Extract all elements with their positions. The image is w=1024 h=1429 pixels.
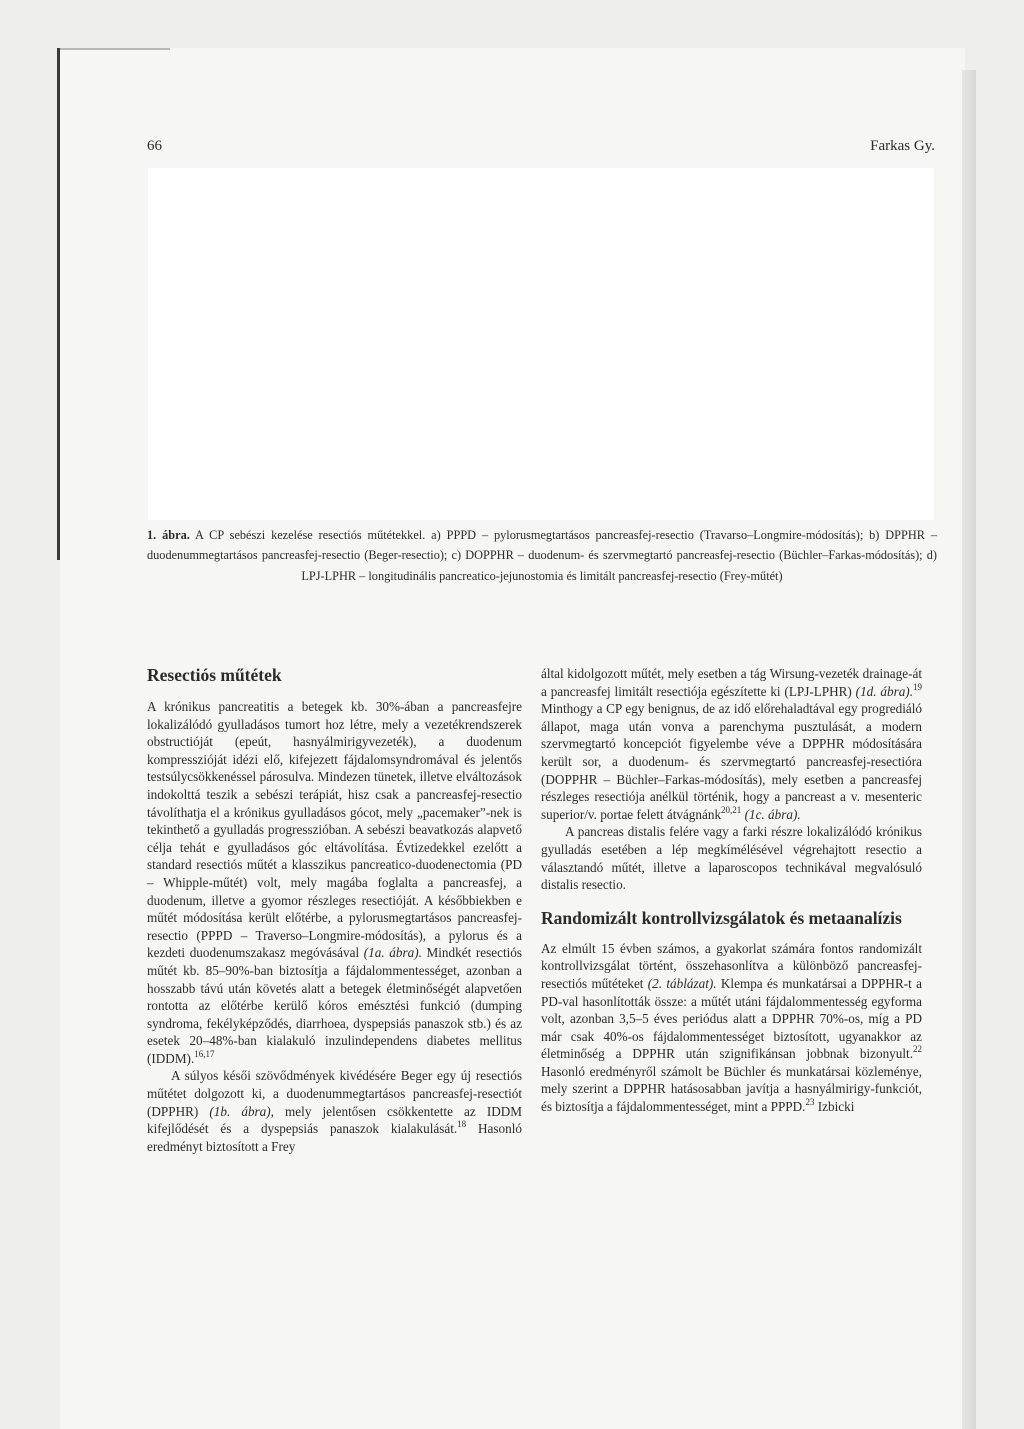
right-column — [541, 665, 922, 1116]
section-heading-randomized: Randomizált kontrollvizsgálatok és metaanalízis — [541, 907, 902, 928]
running-header-author: Farkas Gy. — [870, 138, 935, 154]
figure-caption-text: A CP sebészi kezelése resectiós műtétekkel. a) PPPD – pylorusmegtartásos pancreasfej-resectio (Travarso–Longmire-módosítás); b) DPPHR – duodenummegtartásos pancreasfej-resectio (Beger-resectio); c) DOPPHR – duodenum- és szervmegtartó pancreasfej-resectio (Büchler–Farkas-módosítás); d) LPJ-LPHR – longitudinális pancreatico-jejunostomia és limitált pancreasfej-resectio (Frey-műtét) — [147, 528, 937, 583]
paragraph: Az elmúlt 15 évben számos, a gyakorlat számára fontos randomizált kontrollvizsgálat történt, összehasonlítva a különböző pancreasfej-resectiós műtéteket (2. táblázat). Klempa és munkatársai a DPPHR-t a PD-val hasonlították össze: a műtét utáni fájdalommentesség egyforma volt, azonban 3,5–5 éves periódus alatt a DPPHR 70%-os, míg a PD már csak 40%-os fájdalommentességet biztosított, ugyanakkor az életminőség a DPPHR után szignifikánsan jobbnak bizonyult.$^{22}$ Hasonló eredményről számolt be Büchler és munkatársai közleménye, mely szerint a DPPHR hatásosabban javítja a hasnyálmirigy-funkciót, és biztosítja a fájdalommentességet, mint a PPPD.$^{23}$ Izbicki — [541, 940, 922, 1115]
paragraph: A súlyos késői szövődmények kivédésére Beger egy új resectiós műtétet dolgozott ki, a duodenummegtartásos pancreasfej-resectiót (DPPHR) (1b. ábra), mely jelentősen csökkentette az IDDM kifejlődését és a dyspepsiás panaszok kialakulását.$^{18}$ Hasonló eredményt biztosított a Frey — [147, 1068, 522, 1154]
page-edge-shadow — [962, 70, 976, 1429]
binding-edge — [57, 48, 60, 560]
paragraph: A krónikus pancreatitis a betegek kb. 30%-ában a pancreasfejre lokalizálódó gyulladásos tumort hoz létre, mely a vezetékrendszerek obstructióját (epeút, hasnyálmirigyvezeték), a duodenum kompresszióját idézi elő, kifejezett fájdalomsyndromával és jelentős testsúlycsökkenéssel párosulva. Mindezen tünetek, illetve elváltozások indokolttá teszik a sebészi terápiát, hisz csak a pancreasfej-resectio távolíthatja el a krónikus gyulladásos gócot, mely „pacemaker”-nek is tekinthető a gyulladás progresszióban. A sebészi beavatkozás alapvető célja tehát e gyulladásos góc eltávolítása. Évtizedekkel ezelőtt a standard resectiós műtét a klasszikus pancreatico-duodenectomia (PD – Whipple-műtét) volt, mely magába foglalta a pancreasfej, a duodenum, illetve a gyomor részleges resectióját. A későbbiekben e műtét módosítása került előtérbe, a pylorusmegtartásos pancreasfej-resectio (PPPD – Traverso–Longmire-módosítás), a pylorus és a kezdeti duodenumszakasz megóvásával (1a. ábra). Mindkét resectiós műtét kb. 85–90%-ban biztosítja a fájdalommentességet, azonban a hosszabb távú után követés alatt a betegek életminőségét alapvetően rontotta az előtérbe kerülő kóros emésztési funkció (dumping syndroma, fekélyképződés, diarrhoea, dyspepsiás panaszok stb.) és az esetek 20–48%-ban kialakuló inzulindependens diabetes mellitus (IDDM).$^{16,17}$ — [147, 699, 523, 1066]
figure-label: 1. ábra. — [147, 528, 190, 542]
paragraph: által kidolgozott műtét, mely esetben a tág Wirsung-vezeték drainage-át a pancreasfej limitált resectiója egészítette ki (LPJ-LPHR) (1d. ábra).$^{19}$ Minthogy a CP egy benignus, de az idő előrehaladtával egy progrediáló állapot, maga után vonva a parenchyma pusztulását, a modern szervmegtartó koncepciót figyelembe véve a DPPHR módosítására került sor, a duodenum- és szervmegtartó pancreasfej-resectióra (DOPPHR – Büchler–Farkas-módosítás), mely esetben a pancreasfej részleges resectiója anélkül történik, hogy a pancreast a v. mesenteric superior/v. portae felett átvágnánk$^{20,21}$ (1c. ábra). — [541, 666, 922, 822]
figure-image-area — [148, 168, 934, 520]
left-column — [147, 665, 522, 1155]
top-edge-line — [60, 48, 170, 50]
page-number: 66 — [147, 138, 162, 154]
paragraph: A pancreas distalis felére vagy a farki részre lokalizálódó krónikus gyulladás esetében a lép megkímélésével végrehajtott resectio a választandó műtét, illetve a laparoscopos technikával megvalósuló distalis resectio. — [541, 824, 922, 893]
section-heading-resection: Resectiós műtétek — [147, 665, 282, 685]
figure-caption — [147, 525, 937, 586]
